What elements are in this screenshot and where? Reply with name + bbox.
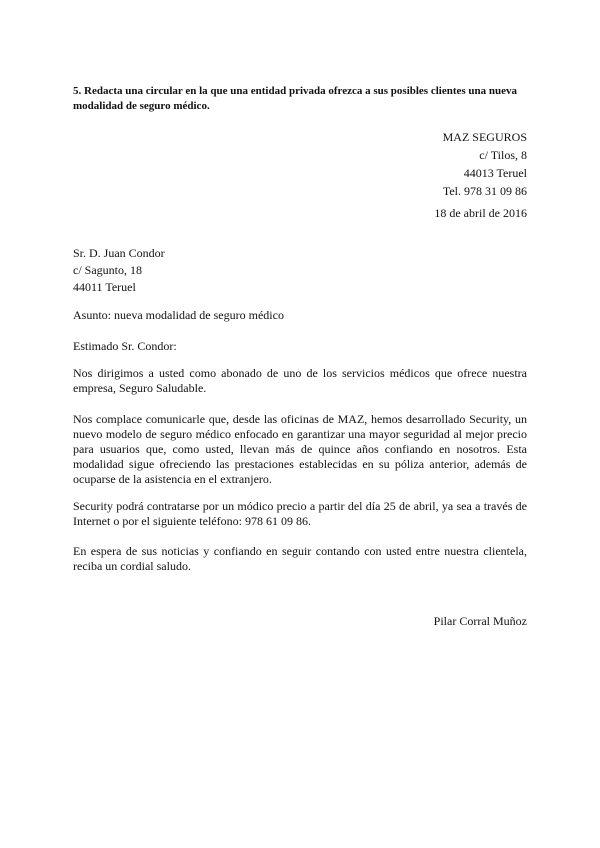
signature-name: Pilar Corral Muñoz [433, 614, 527, 628]
letter-page [73, 0, 527, 848]
recipient-city: 44011 Teruel [73, 280, 136, 294]
sender-address-block [443, 128, 527, 200]
letter-subject: Asunto: nueva modalidad de seguro médico [73, 308, 284, 322]
body-paragraph-3: Security podrá contratarse por un módico precio a partir del día 25 de abril, ya sea a través de Internet o por el siguiente teléfono: 978 61 09 86. [73, 499, 527, 528]
body-paragraph-2: Nos complace comunicarle que, desde las oficinas de MAZ, hemos desarrollado Security, un nuevo modelo de seguro médico enfocado en garantizar una mayor seguridad al mejor precio para usuarios que, como usted, llevan más de quince años confiando en nosotros. Esta modalidad sigue ofreciendo las prestaciones establecidas en su póliza anterior, además de ocuparse de la asistencia en el extranjero. [73, 412, 527, 486]
body-paragraph-4: En espera de sus noticias y confiando en seguir contando con usted entre nuestra clientela, reciba un cordial saludo. [73, 544, 527, 573]
body-paragraph-1: Nos dirigimos a usted como abonado de uno de los servicios médicos que ofrece nuestra empresa, Seguro Saludable. [73, 366, 527, 395]
sender-city: 44013 Teruel [463, 166, 527, 180]
recipient-address-block [73, 245, 165, 296]
recipient-name: Sr. D. Juan Condor [73, 246, 165, 260]
sender-street: c/ Tilos, 8 [479, 148, 527, 162]
letter-date: 18 de abril de 2016 [434, 206, 527, 220]
sender-phone: Tel. 978 31 09 86 [442, 184, 527, 198]
letter-greeting: Estimado Sr. Condor: [73, 339, 177, 353]
sender-company: MAZ SEGUROS [442, 130, 527, 144]
recipient-street: c/ Sagunto, 18 [73, 263, 142, 277]
exercise-heading: 5. Redacta una circular en la que una entidad privada ofrezca a sus posibles clientes una nueva modalidad de seguro médico. [73, 85, 518, 112]
